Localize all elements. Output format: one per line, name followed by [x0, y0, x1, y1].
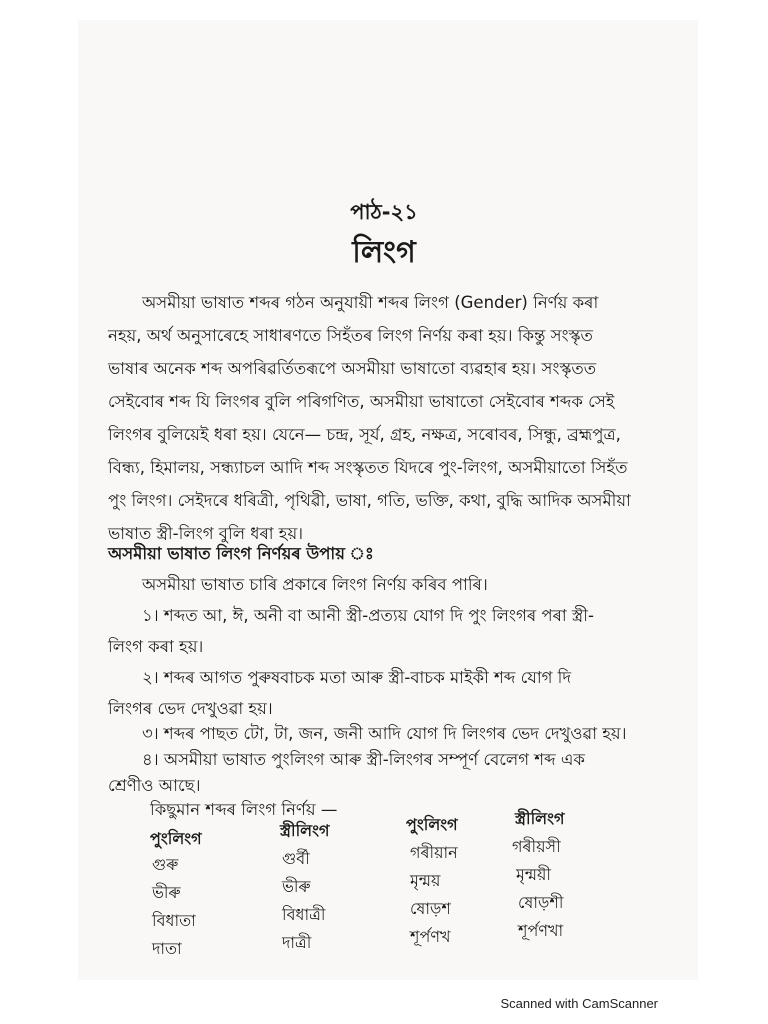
rule-1: ১। শব্দত আ, ঈ, অনী বা আনী স্ত্ৰী-প্ৰত্যয় যোগ দি পুং লিংগৰ পৰা স্ত্ৰী- [142, 606, 594, 625]
example-masc: শূৰ্পণখ [410, 927, 451, 946]
example-masc: দাতা [152, 939, 182, 958]
example-fem: মৃন্ময়ী [516, 865, 551, 884]
example-fem: দাত্ৰী [282, 933, 312, 952]
lesson-number: পাঠ-২১ [350, 200, 418, 224]
example-fem: ষোড়শী [518, 893, 564, 912]
scanner-watermark: Scanned with CamScanner [500, 996, 658, 1011]
fem-header-left: স্ত্ৰীলিংগ [280, 821, 330, 840]
example-fem: গৰীয়সী [512, 837, 561, 856]
example-fem: বিধাত্ৰী [282, 905, 326, 924]
example-masc: গুৰু [152, 855, 179, 874]
rule-3: ৩। শব্দৰ পাছত টো, টা, জন, জনী আদি যোগ দি লিংগৰ ভেদ দেখুওৱা হয়। [142, 724, 627, 743]
intro-line: অসমীয়া ভাষাত শব্দৰ গঠন অনুযায়ী শব্দৰ লিংগ (Gender) নিৰ্ণয় কৰা [142, 293, 599, 312]
intro-line: লিংগৰ বুলিয়েই ধৰা হয়। যেনে— চন্দ্ৰ, সূৰ্য, গ্ৰহ, নক্ষত্ৰ, সৰোবৰ, সিন্ধু, ব্ৰহ্মপুত্ৰ, [108, 425, 621, 444]
rule-4: ৪। অসমীয়া ভাষাত পুংলিংগ আৰু স্ত্ৰী-লিংগৰ সম্পূৰ্ণ বেলেগ শব্দ এক [142, 750, 585, 769]
rule-4-cont: শ্ৰেণীও আছে। [108, 776, 201, 795]
example-masc: মৃন্ময় [410, 871, 441, 890]
masc-header-right: পুংলিংগ [406, 815, 458, 834]
example-fem: ভীৰু [282, 877, 311, 896]
rule-2-cont: লিংগৰ ভেদ দেখুওৱা হয়। [108, 699, 273, 718]
fem-header-right: স্ত্ৰীলিংগ [515, 809, 565, 828]
examples-lead: কিছুমান শব্দৰ লিংগ নিৰ্ণয় — [150, 800, 338, 819]
example-fem: গুৰ্বী [282, 849, 310, 868]
example-masc: বিধাতা [152, 911, 196, 930]
intro-line: ভাষাত স্ত্ৰী-লিংগ বুলি ধৰা হয়। [108, 524, 304, 543]
example-fem: শূৰ্পণখা [518, 921, 564, 940]
intro-line: বিন্ধ্য, হিমালয়, সন্ধ্যাচল আদি শব্দ সংস্কৃতত যিদৰে পুং-লিংগ, অসমীয়াতো সিহঁত [108, 458, 628, 477]
masc-header-left: পুংলিংগ [150, 829, 202, 848]
example-masc: গৰীয়ান [410, 843, 458, 862]
methods-heading: অসমীয়া ভাষাত লিংগ নিৰ্ণয়ৰ উপায় ঃ [108, 544, 374, 563]
example-masc: ভীৰু [152, 883, 181, 902]
intro-line: ভাষাৰ অনেক শব্দ অপৰিৱৰ্তিতৰূপে অসমীয়া ভাষাতো ব্যৱহাৰ হয়। সংস্কৃতত [108, 359, 597, 378]
methods-lead: অসমীয়া ভাষাত চাৰি প্ৰকাৰে লিংগ নিৰ্ণয় কৰিব পাৰি। [142, 575, 488, 594]
intro-line: নহয়, অৰ্থ অনুসাৰেহে সাধাৰণতে সিহঁতৰ লিংগ নিৰ্ণয় কৰা হয়। কিন্তু সংস্কৃত [108, 326, 593, 345]
intro-line: পুং লিংগ। সেইদৰে ধৰিত্ৰী, পৃথিৱী, ভাষা, গতি, ভক্তি, কথা, বুদ্ধি আদিক অসমীয়া [108, 491, 631, 510]
intro-line: সেইবোৰ শব্দ যি লিংগৰ বুলি পৰিগণিত, অসমীয়া ভাষাতো সেইবোৰ শব্দক সেই [108, 392, 615, 411]
example-masc: ষোড়শ [410, 899, 451, 918]
rule-2: ২। শব্দৰ আগত পুৰুষবাচক মতা আৰু স্ত্ৰী-বাচক মাইকী শব্দ যোগ দি [142, 668, 572, 687]
rule-1-cont: লিংগ কৰা হয়। [108, 637, 204, 656]
lesson-title: লিংগ [352, 235, 416, 270]
